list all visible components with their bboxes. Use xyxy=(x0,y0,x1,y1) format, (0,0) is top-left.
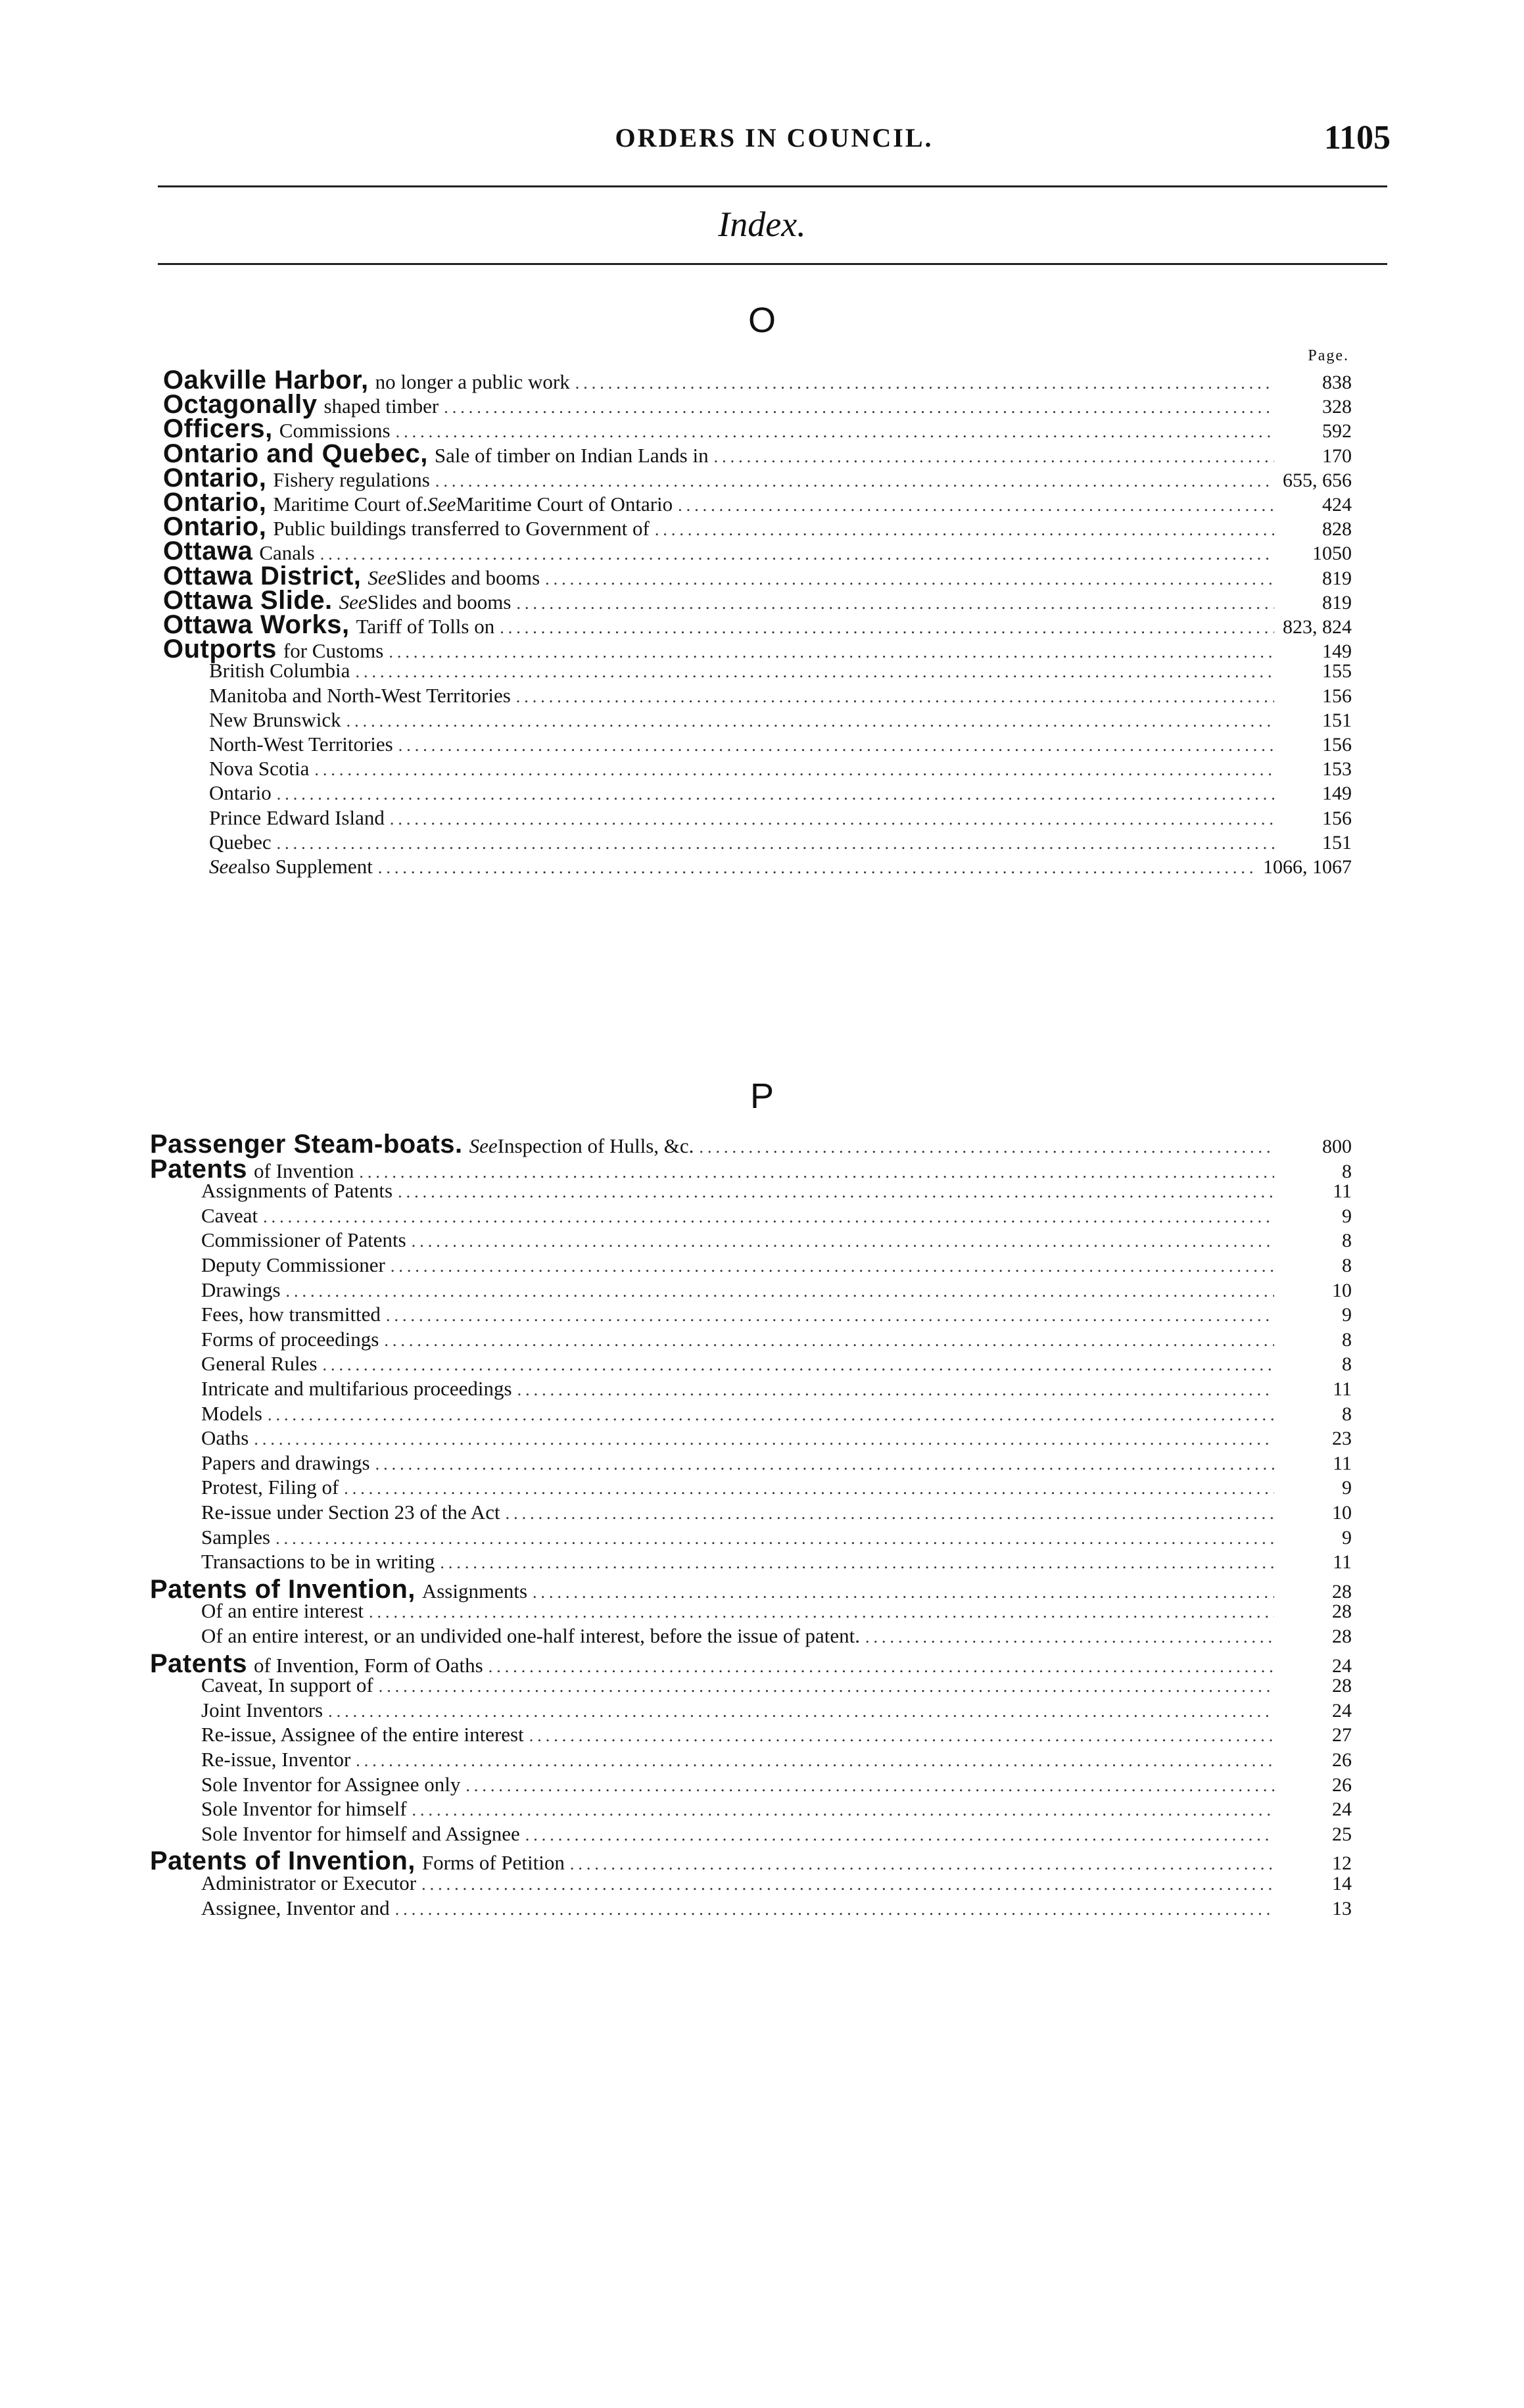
entry-page-number: 156 xyxy=(1322,685,1352,707)
entry-page-number: 9 xyxy=(1342,1205,1352,1227)
entry-term: Officers, xyxy=(163,414,273,444)
entry-page-number: 328 xyxy=(1322,396,1352,418)
entry-page-number: 8 xyxy=(1342,1160,1352,1182)
entry-term: Patents of Invention, xyxy=(150,1846,416,1876)
entry-term: Patents of Invention, xyxy=(150,1574,416,1604)
leader-dots xyxy=(378,858,1258,878)
entry-page-number: 9 xyxy=(1342,1304,1352,1326)
entry-description: Inspection of Hulls, &c. xyxy=(497,1134,694,1157)
entry-description: Re-issue, Inventor xyxy=(201,1748,351,1771)
entry-page-number: 819 xyxy=(1322,591,1352,614)
leader-dots xyxy=(412,1232,1274,1251)
entry-description: Commissions xyxy=(279,419,391,443)
entry-description: Public buildings transferred to Government of xyxy=(273,517,650,541)
entry-description: Fishery regulations xyxy=(273,468,430,491)
entry-page-number: 9 xyxy=(1342,1526,1352,1549)
entry-description: Prince Edward Island xyxy=(209,806,385,829)
leader-dots xyxy=(375,1455,1274,1474)
leader-dots xyxy=(465,1776,1274,1796)
leader-dots xyxy=(328,1702,1274,1722)
leader-dots xyxy=(395,1900,1274,1919)
entry-page-number: 11 xyxy=(1333,1452,1352,1474)
entry-page-number: 800 xyxy=(1322,1136,1352,1157)
entry-description: Fees, how transmitted xyxy=(201,1303,381,1326)
entry-term: Ottawa District, xyxy=(163,561,362,590)
entry-description: Papers and drawings xyxy=(201,1451,370,1474)
entry-page-number: 8 xyxy=(1342,1230,1352,1252)
entry-description: Models xyxy=(201,1401,262,1425)
entry-description: Ontario xyxy=(209,781,272,805)
entry-term: Outports xyxy=(163,635,277,664)
entry-description: Sole Inventor for Assignee only xyxy=(201,1772,461,1796)
entry-page-number: 11 xyxy=(1333,1180,1352,1203)
entry-description: Re-issue, Assignee of the entire interest xyxy=(201,1723,524,1746)
entry-term: Ontario and Quebec, xyxy=(163,439,428,468)
leader-dots xyxy=(421,1875,1274,1894)
entry-page-number: 11 xyxy=(1333,1378,1352,1400)
entry-term: Patents xyxy=(150,1649,247,1678)
entry-page-number: 8 xyxy=(1342,1353,1352,1376)
entry-page-number: 655, 656 xyxy=(1283,469,1352,491)
entry-term: Ontario, xyxy=(163,463,267,493)
running-title: ORDERS IN COUNCIL. xyxy=(615,123,934,153)
entry-description: Assignments xyxy=(421,1579,528,1602)
entry-page-number: 8 xyxy=(1342,1403,1352,1425)
entry-description: New Brunswick xyxy=(209,708,341,731)
leader-dots xyxy=(379,1677,1274,1697)
entry-page-number: 156 xyxy=(1322,734,1352,756)
entry-description: Samples xyxy=(201,1525,271,1549)
entry-term: Ontario, xyxy=(163,488,267,517)
entry-page-number: 819 xyxy=(1322,567,1352,589)
leader-dots xyxy=(322,1355,1274,1375)
entry-description: Maritime Court of. xyxy=(273,493,428,516)
leader-dots xyxy=(390,809,1274,829)
entry-page-number: 27 xyxy=(1332,1724,1352,1746)
entry-page-number: 23 xyxy=(1332,1428,1352,1450)
entry-description: Deputy Commissioner xyxy=(201,1253,385,1276)
entry-description: of Invention xyxy=(254,1159,354,1182)
entry-description: Caveat xyxy=(201,1203,258,1227)
entry-description: Slides and booms xyxy=(367,590,512,614)
entry-page-number: 28 xyxy=(1332,1625,1352,1647)
entry-page-number: 8 xyxy=(1342,1328,1352,1351)
entry-description: no longer a public work xyxy=(375,370,570,393)
entry-description: Commissioner of Patents xyxy=(201,1228,406,1252)
entry-page-number: 156 xyxy=(1322,807,1352,829)
entry-description: Quebec xyxy=(209,830,272,854)
entry-description: Transactions to be in writing xyxy=(201,1550,435,1574)
leader-dots xyxy=(277,784,1274,804)
leader-dots xyxy=(865,1627,1274,1647)
entry-description: Forms of Petition xyxy=(421,1851,565,1875)
leader-dots xyxy=(275,1529,1274,1549)
entry-description: Sole Inventor for himself xyxy=(201,1797,407,1821)
leader-dots xyxy=(398,736,1274,756)
title-rule xyxy=(158,263,1387,265)
entry-description: General Rules xyxy=(201,1352,318,1376)
leader-dots xyxy=(529,1726,1274,1746)
entry-description: Re-issue under Section 23 of the Act xyxy=(201,1501,500,1524)
see-reference: See xyxy=(469,1134,498,1157)
entry-description: Sale of timber on Indian Lands in xyxy=(434,443,709,467)
entry-description: Drawings xyxy=(201,1278,281,1301)
leader-dots xyxy=(506,1504,1274,1524)
entry-term: Oakville Harbor, xyxy=(163,366,369,395)
entry-description: Canals xyxy=(259,541,315,565)
entry-page-number: 149 xyxy=(1322,640,1352,663)
entry-page-number: 28 xyxy=(1332,1601,1352,1623)
entry-page-number: 1050 xyxy=(1312,542,1352,565)
entry-page-number: 24 xyxy=(1332,1798,1352,1821)
see-reference: See xyxy=(339,590,368,614)
leader-dots xyxy=(268,1405,1274,1425)
entry-description: British Columbia xyxy=(209,659,350,683)
header-rule xyxy=(158,185,1387,187)
entry-page-number: 592 xyxy=(1322,420,1352,443)
entry-description: Oaths xyxy=(201,1426,249,1450)
leader-dots xyxy=(391,1257,1274,1276)
entry-description: North-West Territories xyxy=(209,733,393,756)
entry-page-number: 149 xyxy=(1322,783,1352,805)
entry-term: Ontario, xyxy=(163,512,267,542)
entry-page-number: 24 xyxy=(1332,1654,1352,1677)
entry-page-number: 13 xyxy=(1332,1897,1352,1919)
entry-description: Assignments of Patents xyxy=(201,1179,393,1203)
entry-description: Slides and booms xyxy=(396,566,540,589)
leader-dots xyxy=(344,1479,1274,1499)
entry-page-number: 28 xyxy=(1332,1580,1352,1602)
leader-dots xyxy=(516,687,1274,707)
leader-dots xyxy=(386,1306,1274,1326)
leader-dots xyxy=(369,1602,1274,1622)
leader-dots xyxy=(384,1331,1274,1351)
leader-dots xyxy=(517,1380,1274,1400)
letter-heading-p: P xyxy=(750,1076,774,1116)
entry-description: Caveat, In support of xyxy=(201,1674,373,1697)
entry-page-number: 26 xyxy=(1332,1749,1352,1771)
entry-description: Tariff of Tolls on xyxy=(356,615,495,638)
leader-dots xyxy=(254,1430,1274,1449)
leader-dots xyxy=(525,1825,1274,1845)
page-number: 1105 xyxy=(1323,119,1391,157)
entry-description: Nova Scotia xyxy=(209,757,310,781)
leader-dots xyxy=(440,1553,1274,1573)
leader-dots xyxy=(412,1800,1274,1820)
entry-page-number: 170 xyxy=(1322,445,1352,467)
entry-description: Forms of proceedings xyxy=(201,1327,379,1351)
entry-description: Sole Inventor for himself and Assignee xyxy=(201,1821,520,1845)
entry-term: Octagonally xyxy=(163,390,318,420)
entry-description: Of an entire interest, or an undivided one-half interest, before the issue of patent. xyxy=(201,1624,860,1647)
entry-page-number: 10 xyxy=(1332,1279,1352,1301)
index-subentry xyxy=(209,855,1352,885)
entry-page-number: 28 xyxy=(1332,1675,1352,1697)
entry-page-number: 9 xyxy=(1342,1477,1352,1499)
entry-description: Administrator or Executor xyxy=(201,1871,417,1894)
entry-page-number: 11 xyxy=(1333,1551,1352,1574)
entry-term: Passenger Steam-boats. xyxy=(150,1130,463,1159)
leader-dots xyxy=(356,1751,1274,1771)
see-reference: See xyxy=(209,855,238,878)
entry-term: Ottawa Slide. xyxy=(163,585,333,615)
entry-description: for Customs xyxy=(283,639,384,663)
entry-description: Of an entire interest xyxy=(201,1599,364,1623)
entry-page-number: 151 xyxy=(1322,831,1352,854)
index-subentry xyxy=(201,1896,1352,1927)
entry-description: Assignee, Inventor and xyxy=(201,1896,390,1919)
section-title: Index. xyxy=(718,205,806,244)
entry-page-number: 155 xyxy=(1322,660,1352,683)
leader-dots xyxy=(286,1282,1274,1301)
entry-description: also Supplement xyxy=(237,855,373,878)
see-reference: See xyxy=(368,566,396,589)
entry-page-number: 8 xyxy=(1342,1255,1352,1276)
entry-page-number: 1066, 1067 xyxy=(1263,856,1352,878)
leader-dots xyxy=(314,760,1274,780)
entry-description: shaped timber xyxy=(323,395,439,418)
entry-page-number: 26 xyxy=(1332,1773,1352,1796)
leader-dots xyxy=(277,834,1274,854)
leader-dots xyxy=(346,711,1274,731)
entry-page-number: 24 xyxy=(1332,1699,1352,1722)
entry-page-number: 25 xyxy=(1332,1823,1352,1845)
entry-page-number: 10 xyxy=(1332,1502,1352,1524)
entry-description: Protest, Filing of xyxy=(201,1476,339,1499)
entry-description: Intricate and multifarious proceedings xyxy=(201,1377,512,1400)
entry-page-number: 12 xyxy=(1332,1852,1352,1875)
page-column-label: Page. xyxy=(1308,347,1349,364)
leader-dots xyxy=(398,1182,1274,1202)
running-header xyxy=(158,119,1391,162)
entry-description: Manitoba and North-West Territories xyxy=(209,683,511,707)
entry-page-number: 153 xyxy=(1322,758,1352,781)
leader-dots xyxy=(355,662,1274,682)
letter-heading-o: O xyxy=(748,301,776,340)
entry-page-number: 823, 824 xyxy=(1283,616,1352,638)
entry-page-number: 424 xyxy=(1322,494,1352,516)
see-reference: See xyxy=(427,493,456,516)
entry-term: Ottawa xyxy=(163,537,253,566)
leader-dots xyxy=(263,1207,1274,1227)
entry-page-number: 151 xyxy=(1322,709,1352,731)
entry-page-number: 14 xyxy=(1332,1873,1352,1894)
entry-description: Joint Inventors xyxy=(201,1698,323,1722)
entry-page-number: 838 xyxy=(1322,372,1352,393)
entry-term: Ottawa Works, xyxy=(163,610,350,639)
entry-description: Maritime Court of Ontario xyxy=(456,493,673,516)
entry-description: of Invention, Form of Oaths xyxy=(254,1653,483,1677)
entry-term: Patents xyxy=(150,1154,247,1184)
entry-page-number: 828 xyxy=(1322,518,1352,541)
